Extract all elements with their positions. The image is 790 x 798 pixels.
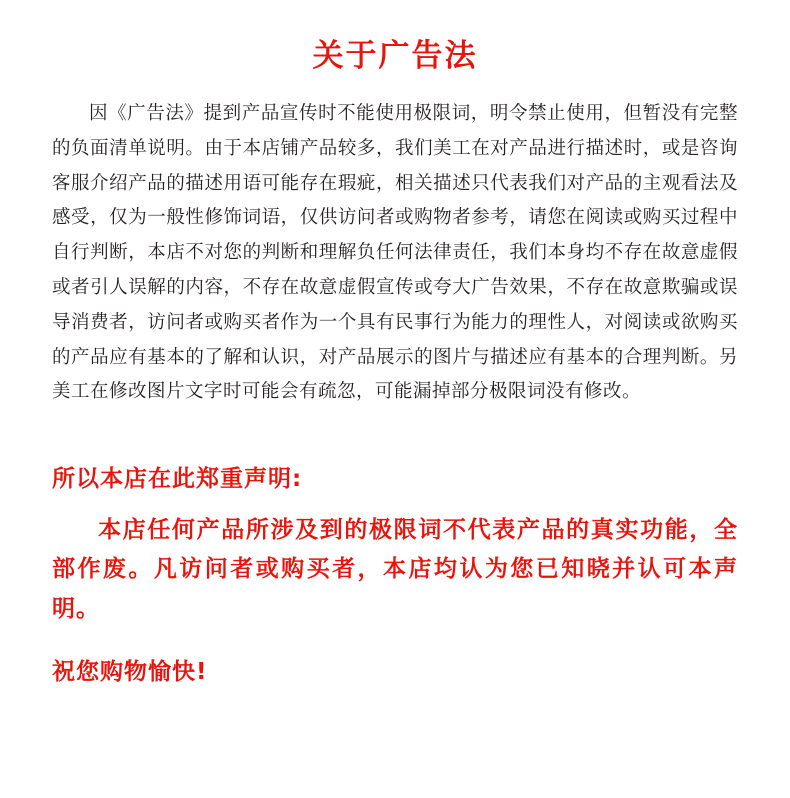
- section-spacer: [52, 416, 738, 462]
- closing-message: 祝您购物愉快!: [52, 659, 208, 686]
- disclaimer-paragraph: 因《广告法》提到产品宣传时不能使用极限词，明令禁止使用，但暂没有完整的负面清单说明。由于本店铺产品较多，我们美工在对产品进行描述时，或是咨询客服介绍产品的描述用语可能存在瑕疵，相关描述只代表我们对产品的主观看法及感受，仅为一般性修饰词语，仅供访问者或购物者参考，请您在阅读或购买过程中自行判断，本店不对您的判断和理解负任何法律责任，我们本身均不存在故意虚假或者引人误解的内容，不存在故意虚假宣传或夸大广告效果，不存在故意欺骗或误导消费者，访问者或购买者作为一个具有民事行为能力的理性人，对阅读或欲购买的产品应有基本的了解和认识，对产品展示的图片与描述应有基本的合理判断。另美工在修改图片文字时可能会有疏忽，可能漏掉部分极限词没有修改。: [52, 103, 738, 403]
- page-title: 关于广告法: [312, 38, 478, 74]
- declaration-body: 本店任何产品所涉及到的极限词不代表产品的真实功能，全部作废。凡访问者或购买者，本店均认为您已知晓并认可本声明。: [52, 516, 738, 622]
- declaration-heading: 所以本店在此郑重声明:: [52, 466, 303, 493]
